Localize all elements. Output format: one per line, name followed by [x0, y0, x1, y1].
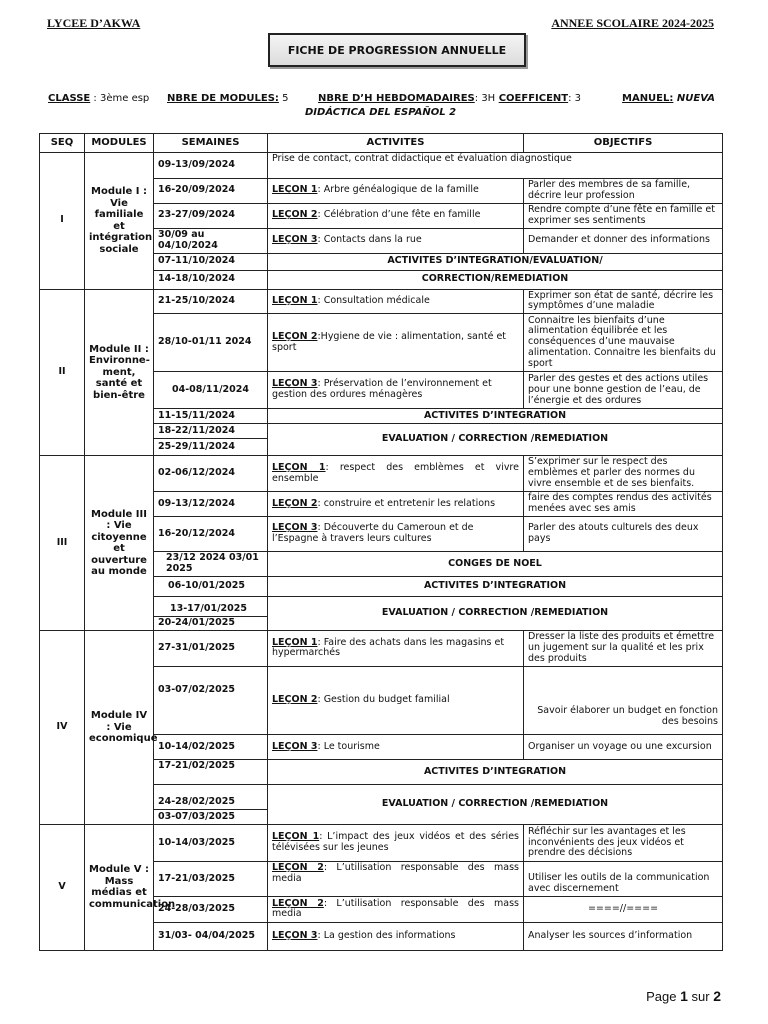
module-cell: Module IV : Vie economique — [85, 630, 154, 824]
week-cell: 09-13/09/2024 — [154, 153, 268, 179]
page-footer — [646, 988, 721, 1004]
span-cell: ACTIVITES D’INTEGRATION — [268, 759, 723, 784]
module-cell: Module II : Environne- ment, santé et bien-être — [85, 289, 154, 456]
activity-cell — [268, 734, 524, 759]
span-cell: EVALUATION / CORRECTION /REMEDIATION — [268, 424, 723, 456]
objective-cell: Connaitre les bienfaits d’une alimentation équilibrée et les conséquences d’une mauvaise alimentation. Connaitre les bienfaits du sport — [524, 314, 723, 372]
modules-value: 5 — [278, 93, 289, 104]
activity-text: : Célébration d’une fête en famille — [317, 209, 481, 221]
span-cell: CONGES DE NOEL — [268, 552, 723, 577]
week-cell: 30/09 au 04/10/2024 — [154, 228, 268, 253]
objective-cell: Organiser un voyage ou une excursion — [524, 734, 723, 759]
week-cell: 11-15/11/2024 — [154, 409, 268, 424]
table-row — [40, 153, 723, 179]
week-cell: 13-17/01/2025 — [154, 596, 268, 616]
activity-cell — [268, 922, 524, 950]
span-cell: ACTIVITES D’INTEGRATION/EVALUATION/ — [268, 253, 723, 270]
activity-cell — [268, 203, 524, 228]
col-modules: MODULES — [85, 134, 154, 153]
activity-text: : respect des emblèmes et vivre ensemble — [272, 461, 519, 484]
activity-cell — [268, 517, 524, 552]
col-semaines: SEMAINES — [154, 134, 268, 153]
activity-cell: Prise de contact, contrat didactique et évaluation diagnostique — [268, 153, 723, 179]
activity-text: : Découverte du Cameroun et de l’Espagne à travers leurs cultures — [272, 522, 474, 545]
seq-cell: II — [40, 289, 85, 456]
lesson-label: LEÇON 1 — [272, 461, 326, 473]
objective-cell: Analyser les sources d’information — [524, 922, 723, 950]
activity-cell — [268, 666, 524, 734]
lesson-label: LEÇON 3 — [272, 378, 318, 390]
week-cell: 17-21/02/2025 — [154, 759, 268, 784]
seq-cell: I — [40, 153, 85, 290]
classe-value: : 3ème esp — [90, 93, 150, 104]
lesson-label: LEÇON 3 — [272, 522, 318, 534]
activity-cell — [268, 289, 524, 314]
week-cell: 07-11/10/2024 — [154, 253, 268, 270]
module-cell: Module III : Vie citoyenne et ouverture au monde — [85, 456, 154, 631]
info-classe — [48, 93, 149, 104]
lesson-label: LEÇON 2 — [272, 694, 318, 706]
activity-cell — [268, 896, 524, 922]
week-cell: 10-14/03/2025 — [154, 824, 268, 861]
activity-cell — [268, 824, 524, 861]
manual-value: NUEVA — [673, 93, 715, 104]
lesson-label: LEÇON 1 — [272, 831, 320, 843]
classe-label: CLASSE — [48, 93, 91, 104]
page-word: Page — [646, 989, 677, 1004]
week-cell: 16-20/12/2024 — [154, 517, 268, 552]
week-cell: 14-18/10/2024 — [154, 270, 268, 289]
activity-cell — [268, 492, 524, 517]
objective-cell: Demander et donner des informations — [524, 228, 723, 253]
activity-text: : L’utilisation responsable des mass media — [272, 861, 519, 884]
seq-cell: III — [40, 456, 85, 631]
activity-text: :Hygiene de vie : alimentation, santé et sport — [272, 330, 507, 353]
week-cell: 06-10/01/2025 — [154, 576, 268, 596]
activity-text: : Le tourisme — [317, 740, 380, 752]
manual-label: MANUEL: — [622, 93, 674, 104]
objective-cell: S’exprimer sur le respect des emblèmes et parler des normes du vivre ensemble et de ses bienfaits. — [524, 456, 723, 492]
col-objectifs: OBJECTIFS — [524, 134, 723, 153]
lesson-label: LEÇON 2 — [272, 330, 318, 342]
sur-word: sur — [691, 989, 710, 1004]
modules-label: NBRE DE MODULES: — [167, 93, 279, 104]
objective-cell: ====//==== — [524, 896, 723, 922]
span-cell: ACTIVITES D’INTEGRATION — [268, 576, 723, 596]
week-cell: 21-25/10/2024 — [154, 289, 268, 314]
week-cell: 16-20/09/2024 — [154, 179, 268, 204]
seq-cell: IV — [40, 630, 85, 824]
hours-label: NBRE D’H HEBDOMADAIRES — [318, 93, 475, 104]
span-cell: CORRECTION/REMEDIATION — [268, 270, 723, 289]
objective-cell: Parler des membres de sa famille, décrire leur profession — [524, 179, 723, 204]
col-seq: SEQ — [40, 134, 85, 153]
activity-cell — [268, 861, 524, 896]
activity-text: : Consultation médicale — [317, 294, 430, 306]
week-cell: 23-27/09/2024 — [154, 203, 268, 228]
activity-cell — [268, 630, 524, 666]
span-cell: EVALUATION / CORRECTION /REMEDIATION — [268, 596, 723, 630]
objective-cell: Parler des gestes et des actions utiles pour une bonne gestion de l’eau, de l’énergie et des ordures — [524, 372, 723, 409]
week-cell: 24-28/03/2025 — [154, 896, 268, 922]
week-cell: 02-06/12/2024 — [154, 456, 268, 492]
week-cell: 23/12 2024 03/01 2025 — [154, 552, 268, 577]
activity-cell — [268, 456, 524, 492]
objective-cell: Savoir élaborer un budget en fonction des besoins — [524, 666, 723, 734]
week-cell: 28/10-01/11 2024 — [154, 314, 268, 372]
lesson-label: LEÇON 2 — [272, 861, 324, 873]
activity-text: : L’impact des jeux vidéos et des séries télévisées sur les jeunes — [272, 831, 519, 853]
week-cell: 04-08/11/2024 — [154, 372, 268, 409]
school-year: ANNEE SCOLAIRE 2024-2025 — [551, 16, 714, 30]
document-title: FICHE DE PROGRESSION ANNUELLE — [268, 33, 526, 67]
objective-cell: Utiliser les outils de la communication avec discernement — [524, 861, 723, 896]
table-row — [40, 289, 723, 314]
table-header-row — [40, 134, 723, 153]
col-activites: ACTIVITES — [268, 134, 524, 153]
info-manual — [622, 93, 715, 104]
activity-text: : Arbre généalogique de la famille — [317, 184, 479, 196]
manual-value-line2: DIDÁCTICA DEL ESPAÑOL 2 — [305, 107, 457, 118]
lesson-label: LEÇON 3 — [272, 740, 318, 752]
activity-cell — [268, 179, 524, 204]
lesson-label: LEÇON 3 — [272, 930, 318, 942]
page-total: 2 — [713, 988, 721, 1004]
activity-cell — [268, 372, 524, 409]
activity-text: : Faire des achats dans les magasins et hypermarchés — [272, 636, 505, 659]
lesson-label: LEÇON 2 — [272, 497, 318, 509]
week-cell: 31/03- 04/04/2025 — [154, 922, 268, 950]
table-row — [40, 456, 723, 492]
lesson-label: LEÇON 2 — [272, 897, 324, 909]
activity-text: : Contacts dans la rue — [317, 234, 422, 246]
table-row — [40, 824, 723, 861]
activity-text: : L’utilisation responsable des mass media — [272, 897, 519, 920]
objective-cell: Parler des atouts culturels des deux pays — [524, 517, 723, 552]
activity-text: : La gestion des informations — [317, 930, 456, 942]
lesson-label: LEÇON 3 — [272, 234, 318, 246]
seq-cell: V — [40, 824, 85, 950]
activity-cell — [268, 228, 524, 253]
week-cell: 18-22/11/2024 — [154, 424, 268, 439]
objective-cell: Rendre compte d’une fête en famille et exprimer ses sentiments — [524, 203, 723, 228]
coef-value: : 3 — [568, 93, 582, 104]
week-cell: 24-28/02/2025 — [154, 784, 268, 809]
hours-value: : 3H — [474, 93, 496, 104]
lesson-label: LEÇON 1 — [272, 294, 318, 306]
lesson-label: LEÇON 1 — [272, 636, 318, 648]
lesson-label: LEÇON 1 — [272, 184, 318, 196]
coef-label: COEFFICENT — [498, 93, 569, 104]
week-cell: 03-07/03/2025 — [154, 809, 268, 824]
objective-cell: Dresser la liste des produits et émettre un jugement sur la qualité et les prix des produits — [524, 630, 723, 666]
week-cell: 10-14/02/2025 — [154, 734, 268, 759]
module-cell: Module V : Mass médias et communication — [85, 824, 154, 950]
activity-text: : construire et entretenir les relations — [317, 497, 496, 509]
week-cell: 27-31/01/2025 — [154, 630, 268, 666]
page-number: 1 — [680, 988, 688, 1004]
info-hours — [318, 93, 581, 104]
week-cell: 25-29/11/2024 — [154, 439, 268, 456]
objective-cell: Exprimer son état de santé, décrire les symptômes d’une maladie — [524, 289, 723, 314]
week-cell: 03-07/02/2025 — [154, 666, 268, 734]
span-cell: EVALUATION / CORRECTION /REMEDIATION — [268, 784, 723, 824]
info-modules — [167, 93, 288, 104]
module-cell: Module I : Vie familiale et intégration sociale — [85, 153, 154, 290]
lesson-label: LEÇON 2 — [272, 209, 318, 221]
activity-text: : Gestion du budget familial — [317, 694, 450, 706]
objective-cell: Réfléchir sur les avantages et les inconvénients des jeux vidéos et prendre des décisions — [524, 824, 723, 861]
progression-table — [39, 133, 723, 951]
week-cell: 09-13/12/2024 — [154, 492, 268, 517]
school-name: LYCEE D’AKWA — [47, 16, 141, 30]
objective-cell: faire des comptes rendus des activités menées avec ses amis — [524, 492, 723, 517]
activity-text: : Préservation de l’environnement et gestion des ordures ménagères — [272, 378, 492, 401]
activity-cell — [268, 314, 524, 372]
table-row — [40, 630, 723, 666]
span-cell: ACTIVITES D’INTEGRATION — [268, 409, 723, 424]
week-cell: 17-21/03/2025 — [154, 861, 268, 896]
week-cell: 20-24/01/2025 — [154, 616, 268, 630]
